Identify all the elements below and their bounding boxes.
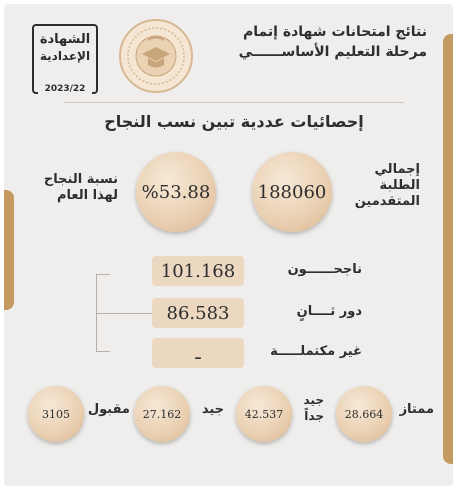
- grade-excellent-value: 28.664: [336, 386, 392, 442]
- incomplete-label: غير مكتملـــــة: [270, 344, 362, 359]
- grade-good-label: جيد: [201, 402, 224, 417]
- passed-label: ناجحــــــون: [287, 262, 362, 277]
- results-card: [4, 4, 453, 486]
- grade-very-good-label: جيد جداً: [303, 393, 324, 423]
- rows-bracket-mid: [96, 313, 154, 314]
- section-title: إحصائيات عددية تبين نسب النجاح: [104, 112, 364, 131]
- pass-rate-label: نسبة النجاح لهذا العام: [43, 172, 118, 203]
- grade-good-value: 27.162: [134, 386, 190, 442]
- grade-pass-value: 3105: [28, 386, 84, 442]
- badge-line-1: الشهادة: [39, 32, 91, 47]
- title-line-2: مرحلة التعليم الأساســــــي: [238, 44, 427, 60]
- passed-value: 101.168: [152, 256, 244, 286]
- second-round-label: دور ثــــانٍ: [296, 304, 362, 319]
- ministry-logo-icon: [118, 18, 194, 94]
- badge-year: 2023/22: [38, 84, 92, 94]
- right-accent-bar: [443, 34, 453, 464]
- incomplete-value: ـ: [152, 338, 244, 368]
- badge-line-2: الإعدادية: [39, 49, 91, 63]
- candidates-value: 188060: [252, 152, 332, 232]
- second-round-value: 86.583: [152, 298, 244, 328]
- candidates-label: إجمالي الطلبة المتقدمين: [354, 162, 420, 209]
- pass-rate-value: %53.88: [136, 152, 216, 232]
- header-divider: [64, 102, 404, 103]
- grade-excellent-label: ممتاز: [399, 402, 434, 417]
- left-accent-tab: [4, 190, 14, 310]
- grade-very-good-value: 42.537: [236, 386, 292, 442]
- certificate-badge: [32, 24, 98, 94]
- title-line-1: نتائج امتحانات شهادة إتمام: [243, 24, 427, 40]
- page-title: [197, 22, 427, 62]
- grade-pass-label: مقبول: [87, 402, 130, 417]
